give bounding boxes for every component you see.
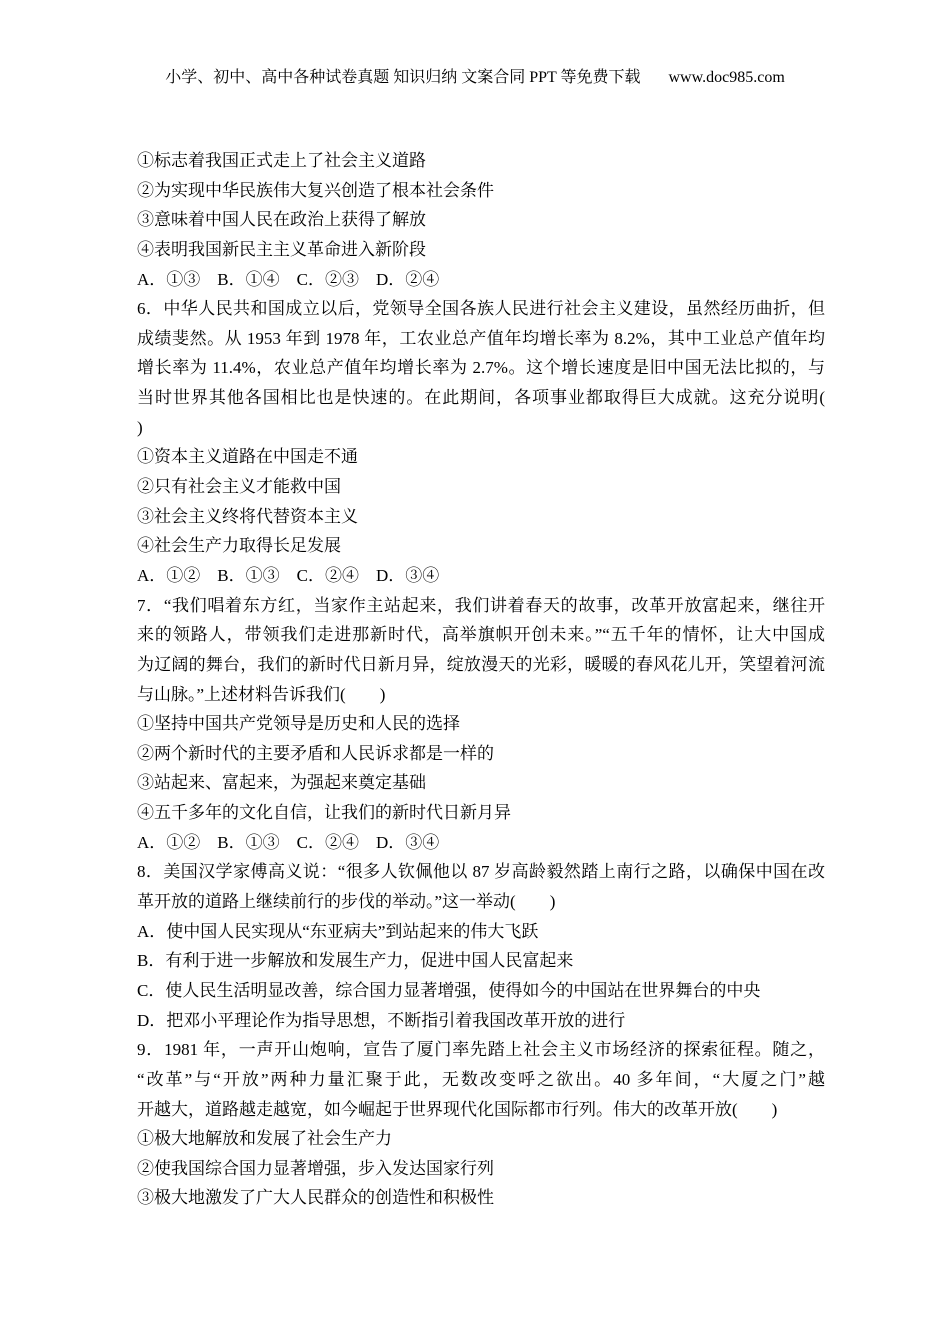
q9-statement-3: ③极大地激发了广大人民群众的创造性和积极性: [137, 1188, 494, 1208]
q9-stem-line-3: 开越大，道路越走越宽，如今崛起于世界现代化国际都市行列。伟大的改革开放( ): [137, 1099, 778, 1119]
q7-statement-4: ④五千多年的文化自信，让我们的新时代日新月异: [137, 803, 511, 823]
q7-choices: A．①② B．①③ C．②④ D．③④: [137, 832, 440, 852]
q5-statement-1: ①标志着我国正式走上了社会主义道路: [137, 151, 426, 170]
q6-statement-1: ①资本主义道路在中国走不通: [137, 447, 358, 467]
q7-statement-1: ①坚持中国共产党领导是历史和人民的选择: [137, 714, 460, 734]
q9-statement-1: ①极大地解放和发展了社会生产力: [137, 1129, 392, 1149]
q7-statement-3: ③站起来、富起来，为强起来奠定基础: [137, 773, 426, 793]
q8-option-d: D．把邓小平理论作为指导思想，不断指引着我国改革开放的进行: [137, 1010, 626, 1030]
q7-stem-line-2: 来的领路人，带领我们走进那新时代，高举旗帜开创未来。”“五千年的情怀，让大中国成: [137, 625, 825, 645]
q6-statement-3: ③社会主义终将代替资本主义: [137, 506, 358, 526]
q6-statement-4: ④社会生产力取得长足发展: [137, 536, 341, 556]
q6-choices: A．①② B．①③ C．②④ D．③④: [137, 565, 440, 585]
q7-stem-line-1: 7．“我们唱着东方红，当家作主站起来，我们讲着春天的故事，改革开放富起来，继往开: [137, 595, 825, 615]
q7-statement-2: ②两个新时代的主要矛盾和人民诉求都是一样的: [137, 743, 494, 763]
q5-statement-2: ②为实现中华民族伟大复兴创造了根本社会条件: [137, 180, 494, 200]
q6-stem-line-4: 当时世界其他各国相比也是快速的。在此期间，各项事业都取得巨大成就。这充分说明(: [137, 388, 825, 408]
q8-option-c: C．使人民生活明显改善，综合国力显著增强，使得如今的中国站在世界舞台的中央: [137, 980, 761, 1000]
q8-option-a: A．使中国人民实现从“东亚病夫”到站起来的伟大飞跃: [137, 921, 539, 941]
q5-statement-4: ④表明我国新民主主义革命进入新阶段: [137, 239, 426, 259]
exam-question-text-block: [137, 146, 825, 1213]
q9-statement-2: ②使我国综合国力显著增强，步入发达国家行列: [137, 1158, 494, 1178]
q6-stem-line-2: 成绩斐然。从 1953 年到 1978 年，工农业总产值年均增长率为 8.2%，其中工业总产值年均: [137, 328, 825, 348]
q5-statement-3: ③意味着中国人民在政治上获得了解放: [137, 210, 426, 230]
q9-stem-line-2: “改革”与“开放”两种力量汇聚于此，无数改变呼之欲出。40 多年间，“大厦之门”越: [137, 1069, 825, 1089]
q7-stem-line-4: 与山脉。”上述材料告诉我们( ): [137, 684, 386, 704]
q5-choices: A．①③ B．①④ C．②③ D．②④: [137, 269, 440, 289]
q7-stem-line-3: 为辽阔的舞台，我们的新时代日新月异，绽放漫天的光彩，暖暖的春风花儿开，笑望着河流: [137, 654, 825, 674]
q6-statement-2: ②只有社会主义才能救中国: [137, 477, 341, 497]
q6-stem-line-1: 6．中华人民共和国成立以后，党领导全国各族人民进行社会主义建设，虽然经历曲折，但: [137, 299, 825, 319]
header-promo-text: 小学、初中、高中各种试卷真题 知识归纳 文案合同 PPT 等免费下载: [165, 69, 641, 86]
q6-stem-close-paren: ): [137, 417, 143, 437]
q9-stem-line-1: 9．1981 年，一声开山炮响，宣告了厦门率先踏上社会主义市场经济的探索征程。随之，: [137, 1040, 825, 1060]
q8-stem-line-1: 8．美国汉学家傅高义说：“很多人钦佩他以 87 岁高龄毅然踏上南行之路，以确保中国在改: [137, 862, 825, 882]
q6-stem-line-3: 增长率为 11.4%，农业总产值年均增长率为 2.7%。这个增长速度是旧中国无法比拟的，与: [137, 358, 825, 378]
header-site-url: www.doc985.com: [668, 69, 785, 86]
q8-option-b: B．有利于进一步解放和发展生产力，促进中国人民富起来: [137, 951, 574, 971]
page-header: [0, 66, 950, 90]
q8-stem-line-2: 革开放的道路上继续前行的步伐的举动。”这一举动( ): [137, 892, 556, 912]
